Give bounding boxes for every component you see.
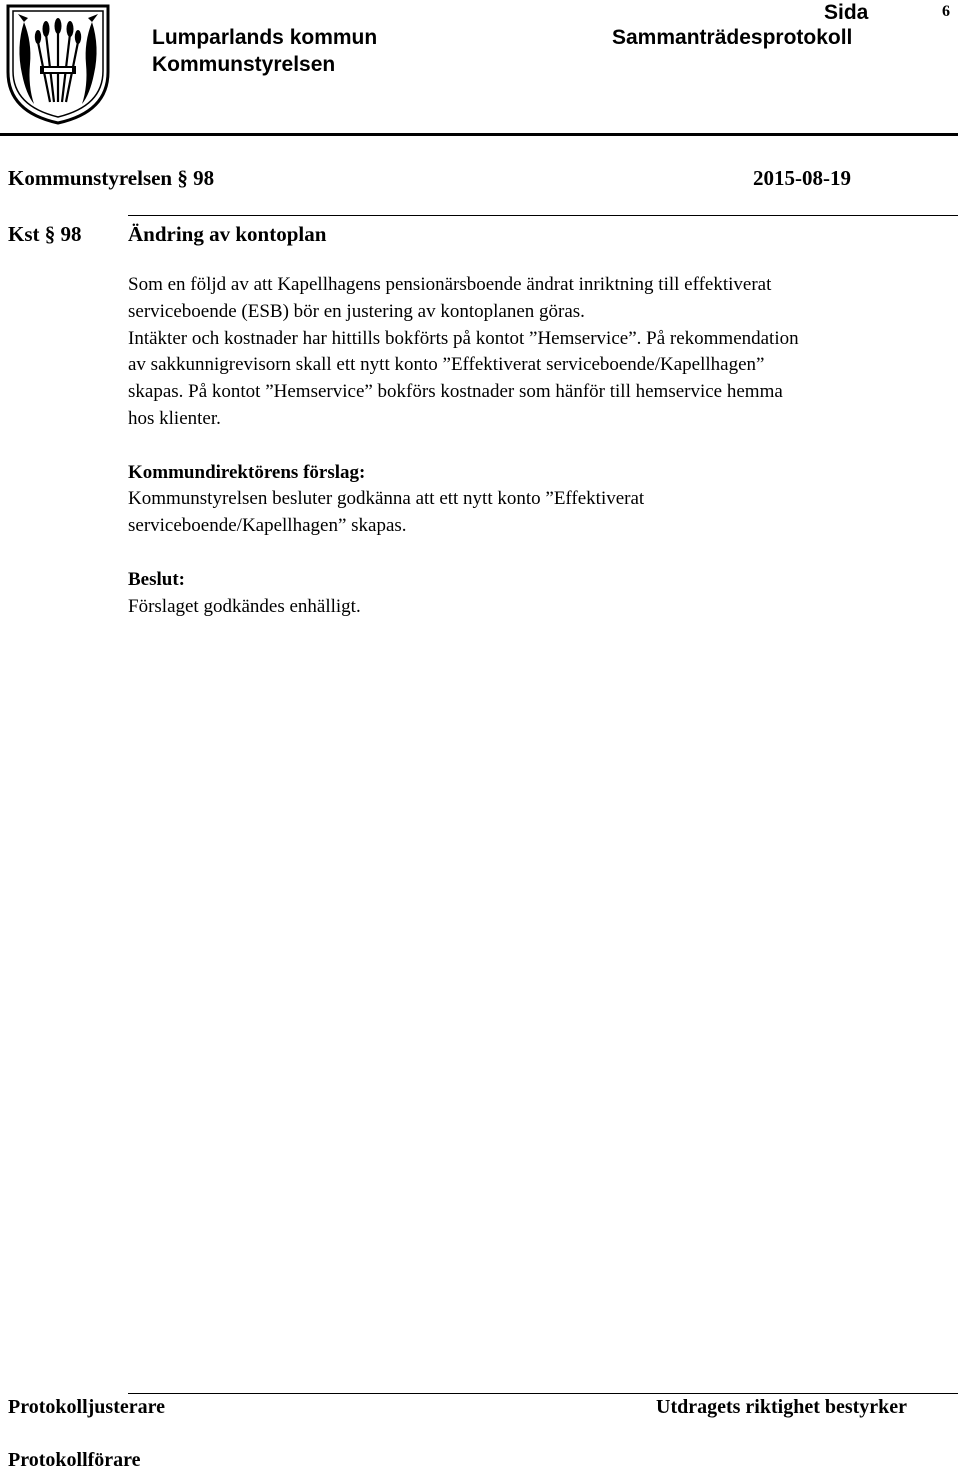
header-divider	[0, 133, 958, 136]
matter-title: Ändring av kontoplan	[128, 222, 327, 246]
section-title: Kommunstyrelsen § 98	[8, 166, 215, 190]
proposal-line: Kommunstyrelsen besluter godkänna att ett nytt konto ”Effektiverat	[128, 488, 645, 510]
proposal-line: serviceboende/Kapellhagen” skapas.	[128, 515, 407, 537]
paragraph-line: serviceboende (ESB) bör en justering av kontoplanen göras.	[128, 300, 585, 322]
certified-label: Utdragets riktighet bestyrker	[656, 1396, 908, 1418]
document-type: Sammanträdesprotokoll	[612, 26, 853, 49]
department-name: Kommunstyrelsen	[152, 53, 336, 76]
paragraph-line: Intäkter och kostnader har hittills bokförts på kontot ”Hemservice”. På rekommendation	[128, 327, 799, 349]
meeting-date: 2015-08-19	[753, 166, 851, 190]
decision-heading: Beslut:	[128, 568, 185, 590]
organization-name: Lumparlands kommun	[152, 26, 378, 49]
adjuster-label: Protokolljusterare	[8, 1396, 166, 1418]
page-number: 6	[942, 3, 950, 20]
paragraph-line: skapas. På kontot ”Hemservice” bokförs kostnader som hänför till hemservice hemma	[128, 381, 783, 403]
paragraph-line: Som en följd av att Kapellhagens pensionärsboende ändrat inriktning till effektiverat	[128, 274, 772, 295]
decision-text: Förslaget godkändes enhälligt.	[128, 595, 361, 617]
section-divider	[128, 215, 958, 216]
paragraph-line: av sakkunnigrevisorn skall ett nytt konto ”Effektiverat serviceboende/Kapellhagen”	[128, 354, 765, 376]
paragraph-line: hos klienter.	[128, 407, 221, 429]
recorder-label: Protokollförare	[8, 1449, 141, 1471]
coat-of-arms-icon	[2, 2, 114, 126]
matter-body	[128, 272, 958, 620]
footer-divider	[128, 1393, 958, 1394]
proposal-heading: Kommundirektörens förslag:	[128, 461, 366, 483]
page-label: Sida	[824, 1, 869, 24]
matter-id: Kst § 98	[8, 222, 82, 246]
